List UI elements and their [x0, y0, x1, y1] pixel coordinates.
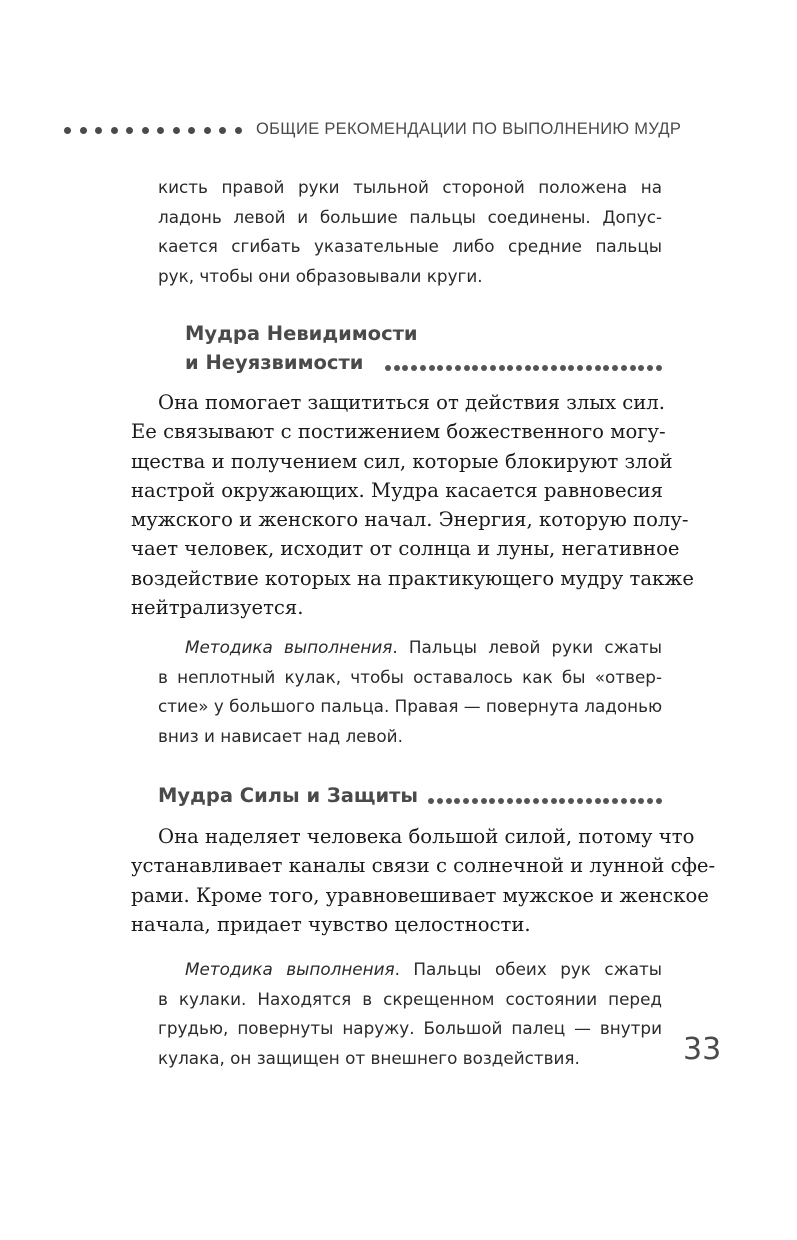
page-number: 33 — [683, 1032, 722, 1067]
text-line: мужского и женского начал. Энергия, которую полу- — [131, 508, 689, 532]
header-dot-leader — [64, 127, 242, 135]
text-line: кисть правой руки тыльной стороной положена на — [158, 177, 662, 197]
running-title: ОБЩИЕ РЕКОМЕНДАЦИИ ПО ВЫПОЛНЕНИЮ МУДР — [256, 120, 682, 138]
text-line: настрой окружающих. Мудра касается равновесия — [131, 478, 663, 502]
section-title-strength-row — [158, 782, 662, 810]
section-title-strength: Мудра Силы и Защиты — [158, 784, 419, 807]
heading-dot-leader — [428, 798, 662, 806]
method-label: Методика выполнения — [185, 959, 395, 979]
text-line: рами. Кроме того, уравновешивает мужское и женское — [131, 883, 709, 907]
text-line: чает человек, исходит от солнца и луны, негативное — [131, 537, 680, 561]
strength-method — [158, 955, 662, 1073]
text-line: Ее связывают с постижением божественного могу- — [131, 420, 666, 444]
text-line: в кулаки. Находятся в скрещенном состоянии перед — [158, 988, 662, 1009]
text-line: грудью, повернуты наружу. Большой палец — внутри — [158, 1018, 662, 1038]
invisibility-body — [131, 388, 694, 622]
text-line: Она помогает защититься от действия злых сил. — [158, 391, 665, 414]
text-line: стие» у большого пальца. Правая — повернута ладонью — [158, 696, 663, 716]
text-line: устанавливает каналы связи с солнечной и лунной сфе- — [131, 854, 716, 878]
text-line — [158, 633, 662, 663]
heading-dot-leader — [385, 365, 662, 373]
text-line — [158, 955, 662, 985]
running-header — [64, 120, 682, 142]
text-line: щества и получением сил, которые блокируют злой — [131, 449, 673, 473]
section-title-invisibility-line1: Мудра Невидимости — [185, 322, 418, 345]
text-line: ладонь левой и большие пальцы соединены. Допус- — [158, 206, 662, 227]
text-line: воздействие которых на практикующего мудру также — [131, 566, 694, 590]
text-line: вниз и нависает над левой. — [158, 725, 403, 746]
invisibility-method — [158, 633, 662, 751]
intro-paragraph — [158, 173, 662, 291]
section-title-invisibility-line2: и Неуязвимости — [185, 351, 364, 374]
text-line: рук, чтобы они образовывали круги. — [158, 265, 483, 286]
text-line: кулака, он защищен от внешнего воздействия. — [158, 1047, 580, 1068]
method-label: Методика выполнения — [185, 637, 393, 657]
section-title-invisibility-row — [185, 349, 662, 377]
text-line: кается сгибать указательные либо средние пальцы — [158, 236, 662, 256]
text-line: нейтрализуется. — [131, 596, 304, 620]
strength-body — [131, 822, 716, 939]
method-text: . Пальцы левой руки сжаты — [392, 637, 662, 657]
text-line: начала, придает чувство целостности. — [131, 912, 531, 936]
text-line: Она наделяет человека большой силой, потому что — [158, 825, 695, 848]
method-text: . Пальцы обеих рук сжаты — [394, 959, 663, 979]
text-line: в неплотный кулак, чтобы оставалось как бы «отвер- — [158, 666, 662, 687]
